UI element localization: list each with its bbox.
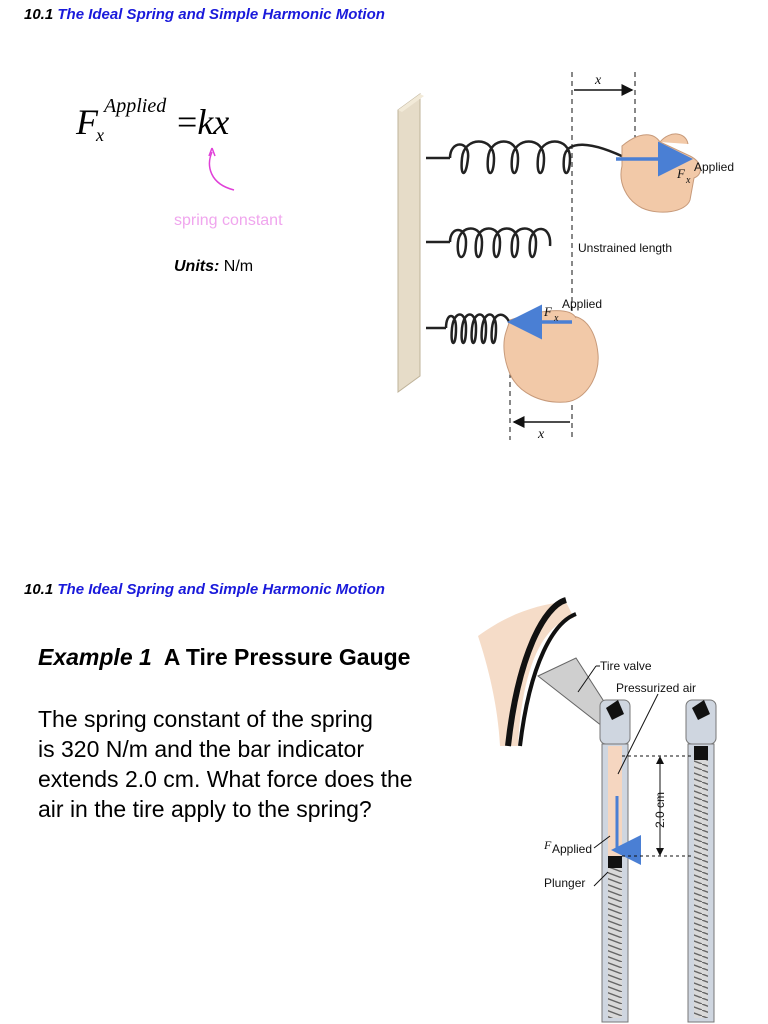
unstrained-length-label: Unstrained length	[578, 241, 673, 255]
f-top-F: F	[677, 166, 685, 181]
example-heading: A Tire Pressure Gauge	[163, 644, 411, 670]
x-bottom-label: x	[538, 427, 545, 442]
spring-figure	[390, 70, 750, 450]
plunger-label: Plunger	[544, 876, 586, 890]
formula-x: x	[213, 102, 230, 142]
body-line: is 320 N/m and the bar indicator	[38, 736, 365, 762]
hand-pulling	[621, 134, 700, 212]
section-title: The Ideal Spring and Simple Harmonic Motion	[57, 581, 385, 598]
f-applied-sub: Applied	[552, 842, 593, 856]
tire-gauge-figure	[478, 596, 768, 1024]
section-number: 10.1	[24, 6, 54, 23]
spring-constant-arrow	[200, 140, 250, 200]
pressurized-air-label: Pressurized air	[616, 681, 697, 695]
formula-superscript: Applied	[104, 95, 167, 117]
formula-subscript: x	[96, 125, 104, 145]
f-top-sub: x	[686, 175, 691, 186]
section-number: 10.1	[24, 581, 54, 598]
hand-pushing	[504, 311, 598, 403]
units-value: N/m	[223, 258, 254, 275]
formula-force: F	[76, 102, 98, 142]
f-top-sup: Applied	[694, 160, 735, 174]
unstrained-spring	[426, 229, 550, 258]
example-body	[38, 704, 478, 824]
f-applied-F: F	[544, 838, 552, 852]
gauge-right	[686, 700, 716, 1022]
slide2-header	[24, 581, 385, 598]
f-bottom-F: F	[544, 304, 552, 319]
wall	[398, 94, 424, 392]
example-label: Example 1	[38, 644, 152, 670]
dimension-label: 2.0 cm	[653, 791, 667, 828]
gauge-left	[600, 700, 630, 1022]
f-bottom-sub: x	[554, 313, 559, 324]
slide1-header	[24, 6, 385, 23]
example-title	[38, 644, 410, 671]
formula-equals: =	[177, 102, 198, 142]
body-line: air in the tire apply to the spring?	[38, 796, 372, 822]
f-bottom-sup: Applied	[562, 297, 603, 311]
spring-constant-label: spring constant	[174, 212, 283, 229]
body-line: The spring constant of the spring	[38, 706, 373, 732]
stretched-spring	[426, 142, 630, 174]
compressed-spring	[426, 315, 510, 344]
formula-rhs	[177, 101, 229, 143]
tire-valve-label: Tire valve	[600, 659, 652, 673]
body-line: extends 2.0 cm. What force does the	[38, 766, 413, 792]
formula-k: k	[197, 102, 214, 142]
units-label: Units:	[174, 258, 220, 275]
units-line	[174, 258, 253, 276]
section-title: The Ideal Spring and Simple Harmonic Motion	[57, 6, 385, 23]
x-top-label: x	[595, 73, 602, 88]
